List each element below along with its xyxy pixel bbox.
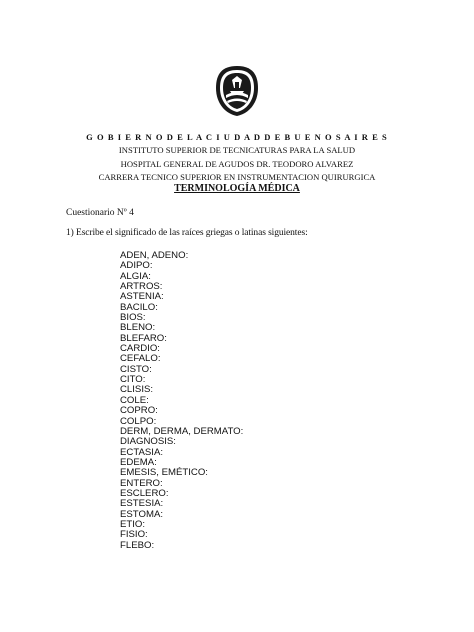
questionnaire-label: Cuestionario Nº 4 xyxy=(66,208,134,218)
term-item: COLE: xyxy=(120,394,149,406)
term-item: CLISIS: xyxy=(120,384,154,396)
term-item: ADIPO: xyxy=(120,260,153,272)
term-item: COLPO: xyxy=(120,415,157,427)
term-item: CEFALO: xyxy=(120,353,161,365)
hospital-line: HOSPITAL GENERAL DE AGUDOS DR. TEODORO ALVAREZ xyxy=(120,158,354,169)
term-item: ARTROS: xyxy=(120,281,163,293)
term-item: BLEFARO: xyxy=(120,332,167,344)
term-item: ADEN, ADENO: xyxy=(120,250,189,261)
term-item: EDEMA: xyxy=(120,456,157,468)
term-item: EMESIS, EMÉTICO: xyxy=(120,467,208,479)
institution-header xyxy=(0,131,474,185)
term-item: ETIO: xyxy=(120,518,146,530)
term-item: CISTO: xyxy=(120,363,152,375)
term-item: BACILO: xyxy=(120,301,158,313)
term-item: ECTASIA: xyxy=(120,446,164,458)
question-text: 1) Escribe el significado de las raíces griegas o latinas siguientes: xyxy=(66,228,308,238)
government-line: G O B I E R N O D E L A C I U D A D D E B U E N O S A I R E S xyxy=(86,132,388,142)
term-item: BIOS: xyxy=(120,312,146,324)
term-item: DERM, DERMA, DERMATO: xyxy=(120,425,244,437)
term-item: ASTENIA: xyxy=(120,291,164,303)
term-item: ESTOMA: xyxy=(120,508,164,520)
city-coat-of-arms-seal xyxy=(214,64,260,118)
document-title: TERMINOLOGÍA MÉDICA xyxy=(174,183,300,194)
term-item: ESTESIA: xyxy=(120,498,164,510)
term-item: ENTERO: xyxy=(120,477,163,489)
term-item: BLENO: xyxy=(120,322,156,334)
institute-line: INSTITUTO SUPERIOR DE TECNICATURAS PARA LA SALUD xyxy=(118,145,356,155)
term-item: CARDIO: xyxy=(120,343,160,355)
term-item: DIAGNOSIS: xyxy=(120,436,176,448)
term-item: ESCLERO: xyxy=(120,487,169,499)
term-item: ALGIA: xyxy=(120,270,151,282)
term-item: FLEBO: xyxy=(120,539,155,551)
terms-list xyxy=(120,251,243,551)
term-item: FISIO: xyxy=(120,529,148,541)
term-item: COPRO: xyxy=(120,405,158,417)
term-item: CITO: xyxy=(120,374,146,386)
career-line: CARRERA TECNICO SUPERIOR EN INSTRUMENTACION QUIRURGICA xyxy=(98,172,376,182)
